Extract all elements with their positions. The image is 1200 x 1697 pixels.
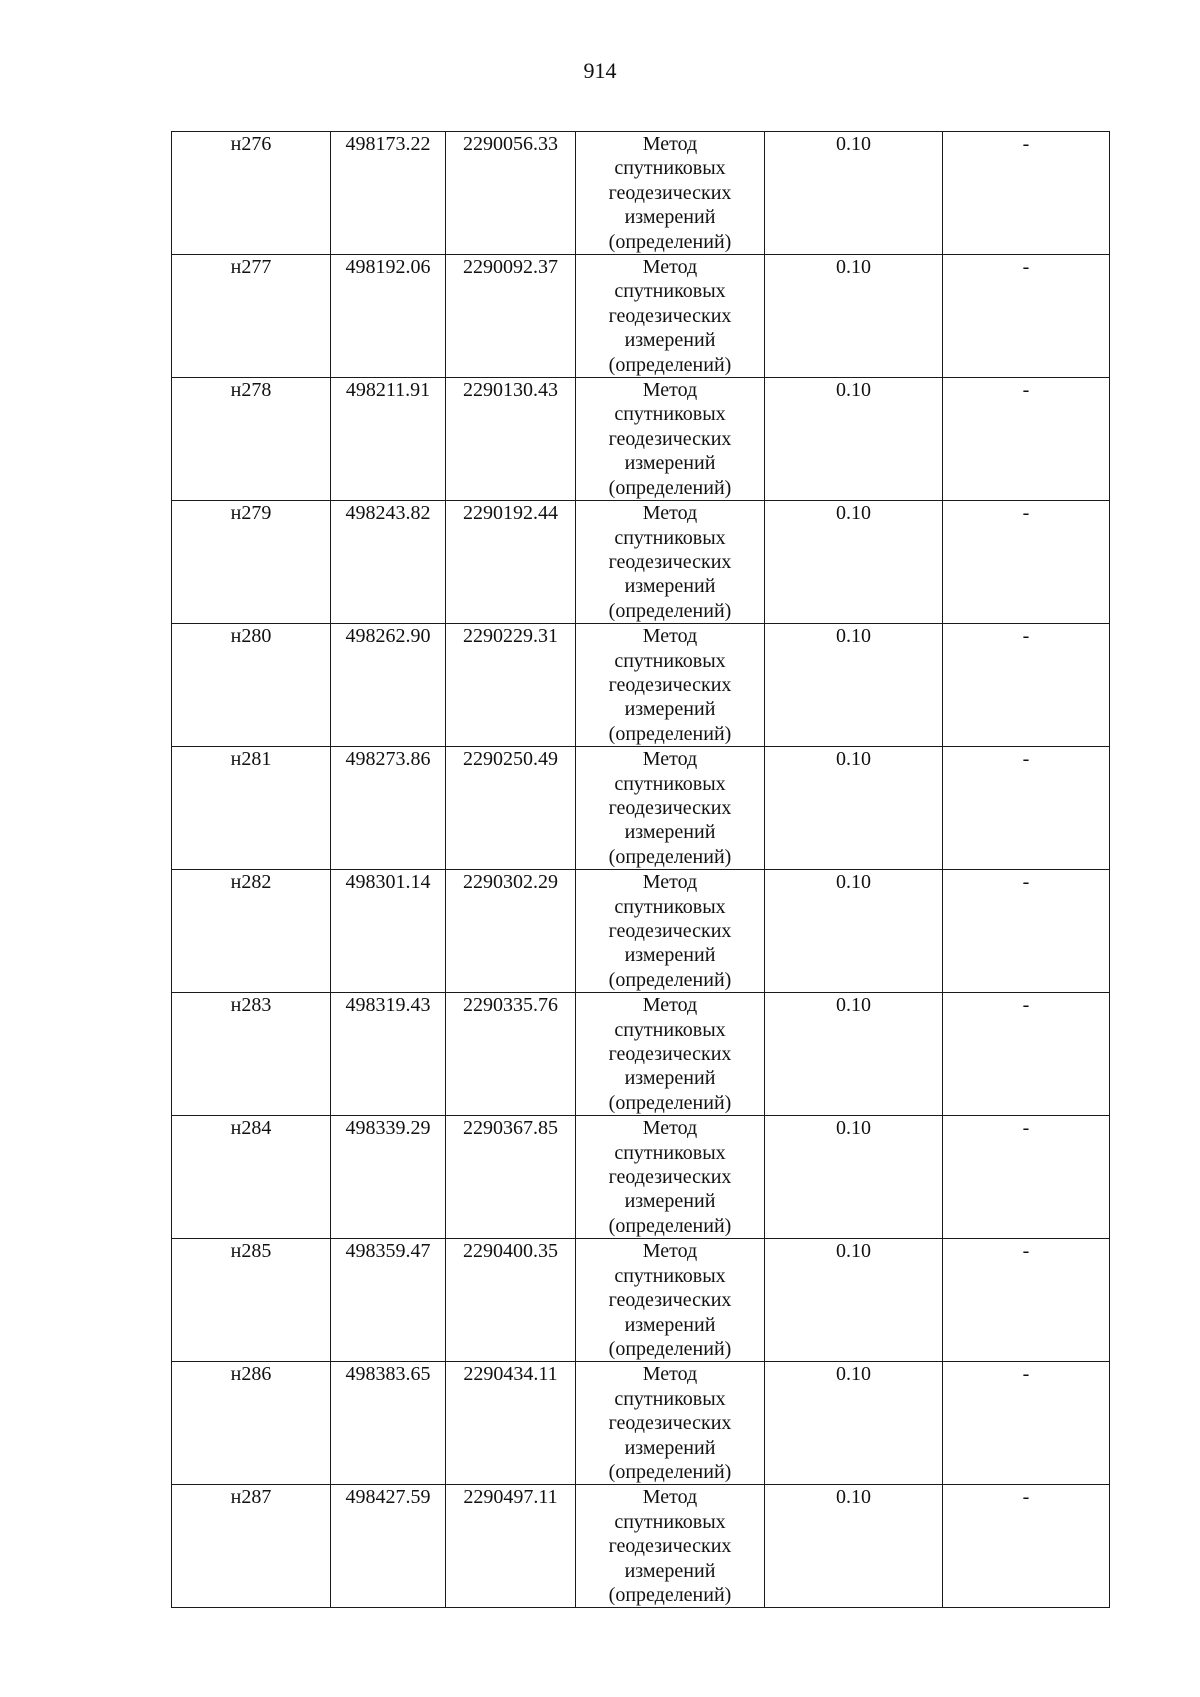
x-coordinate-cell: 498383.65 (331, 1362, 446, 1485)
table-row (172, 255, 1110, 378)
method-cell: Метод спутниковых геодезических измерений (определений) (576, 1485, 765, 1608)
x-coordinate-cell: 498359.47 (331, 1239, 446, 1362)
y-coordinate-cell: 2290497.11 (446, 1485, 576, 1608)
x-coordinate-cell: 498243.82 (331, 501, 446, 624)
method-cell: Метод спутниковых геодезических измерений (определений) (576, 378, 765, 501)
method-cell: Метод спутниковых геодезических измерений (определений) (576, 1116, 765, 1239)
y-coordinate-cell: 2290092.37 (446, 255, 576, 378)
note-cell: - (943, 1485, 1110, 1608)
point-id-cell: н284 (172, 1116, 331, 1239)
point-id-cell: н286 (172, 1362, 331, 1485)
table-row (172, 993, 1110, 1116)
method-cell: Метод спутниковых геодезических измерений (определений) (576, 747, 765, 870)
note-cell: - (943, 501, 1110, 624)
y-coordinate-cell: 2290192.44 (446, 501, 576, 624)
note-cell: - (943, 1239, 1110, 1362)
accuracy-cell: 0.10 (765, 378, 943, 501)
accuracy-cell: 0.10 (765, 132, 943, 255)
point-id-cell: н283 (172, 993, 331, 1116)
x-coordinate-cell: 498319.43 (331, 993, 446, 1116)
note-cell: - (943, 747, 1110, 870)
point-id-cell: н276 (172, 132, 331, 255)
table-row (172, 870, 1110, 993)
y-coordinate-cell: 2290250.49 (446, 747, 576, 870)
accuracy-cell: 0.10 (765, 1116, 943, 1239)
method-cell: Метод спутниковых геодезических измерений (определений) (576, 624, 765, 747)
y-coordinate-cell: 2290302.29 (446, 870, 576, 993)
accuracy-cell: 0.10 (765, 993, 943, 1116)
x-coordinate-cell: 498211.91 (331, 378, 446, 501)
table-row (172, 132, 1110, 255)
method-cell: Метод спутниковых геодезических измерений (определений) (576, 255, 765, 378)
coordinates-table (171, 131, 1110, 1608)
note-cell: - (943, 993, 1110, 1116)
x-coordinate-cell: 498273.86 (331, 747, 446, 870)
accuracy-cell: 0.10 (765, 747, 943, 870)
accuracy-cell: 0.10 (765, 501, 943, 624)
y-coordinate-cell: 2290335.76 (446, 993, 576, 1116)
note-cell: - (943, 1362, 1110, 1485)
table-row (172, 1362, 1110, 1485)
x-coordinate-cell: 498192.06 (331, 255, 446, 378)
accuracy-cell: 0.10 (765, 1239, 943, 1362)
table-row (172, 747, 1110, 870)
page-number: 914 (583, 58, 617, 83)
point-id-cell: н279 (172, 501, 331, 624)
x-coordinate-cell: 498301.14 (331, 870, 446, 993)
note-cell: - (943, 255, 1110, 378)
table-row (172, 378, 1110, 501)
method-cell: Метод спутниковых геодезических измерений (определений) (576, 501, 765, 624)
y-coordinate-cell: 2290056.33 (446, 132, 576, 255)
note-cell: - (943, 1116, 1110, 1239)
x-coordinate-cell: 498339.29 (331, 1116, 446, 1239)
table-row (172, 1116, 1110, 1239)
y-coordinate-cell: 2290367.85 (446, 1116, 576, 1239)
method-cell: Метод спутниковых геодезических измерений (определений) (576, 1362, 765, 1485)
note-cell: - (943, 132, 1110, 255)
method-cell: Метод спутниковых геодезических измерений (определений) (576, 1239, 765, 1362)
y-coordinate-cell: 2290130.43 (446, 378, 576, 501)
point-id-cell: н281 (172, 747, 331, 870)
accuracy-cell: 0.10 (765, 624, 943, 747)
point-id-cell: н287 (172, 1485, 331, 1608)
method-cell: Метод спутниковых геодезических измерений (определений) (576, 132, 765, 255)
method-cell: Метод спутниковых геодезических измерений (определений) (576, 870, 765, 993)
method-cell: Метод спутниковых геодезических измерений (определений) (576, 993, 765, 1116)
point-id-cell: н282 (172, 870, 331, 993)
accuracy-cell: 0.10 (765, 1362, 943, 1485)
accuracy-cell: 0.10 (765, 1485, 943, 1608)
x-coordinate-cell: 498173.22 (331, 132, 446, 255)
point-id-cell: н278 (172, 378, 331, 501)
y-coordinate-cell: 2290229.31 (446, 624, 576, 747)
accuracy-cell: 0.10 (765, 870, 943, 993)
note-cell: - (943, 624, 1110, 747)
point-id-cell: н280 (172, 624, 331, 747)
note-cell: - (943, 378, 1110, 501)
table-row (172, 624, 1110, 747)
y-coordinate-cell: 2290434.11 (446, 1362, 576, 1485)
table-row (172, 1485, 1110, 1608)
note-cell: - (943, 870, 1110, 993)
table-row (172, 1239, 1110, 1362)
x-coordinate-cell: 498427.59 (331, 1485, 446, 1608)
accuracy-cell: 0.10 (765, 255, 943, 378)
y-coordinate-cell: 2290400.35 (446, 1239, 576, 1362)
table-row (172, 501, 1110, 624)
point-id-cell: н285 (172, 1239, 331, 1362)
x-coordinate-cell: 498262.90 (331, 624, 446, 747)
point-id-cell: н277 (172, 255, 331, 378)
